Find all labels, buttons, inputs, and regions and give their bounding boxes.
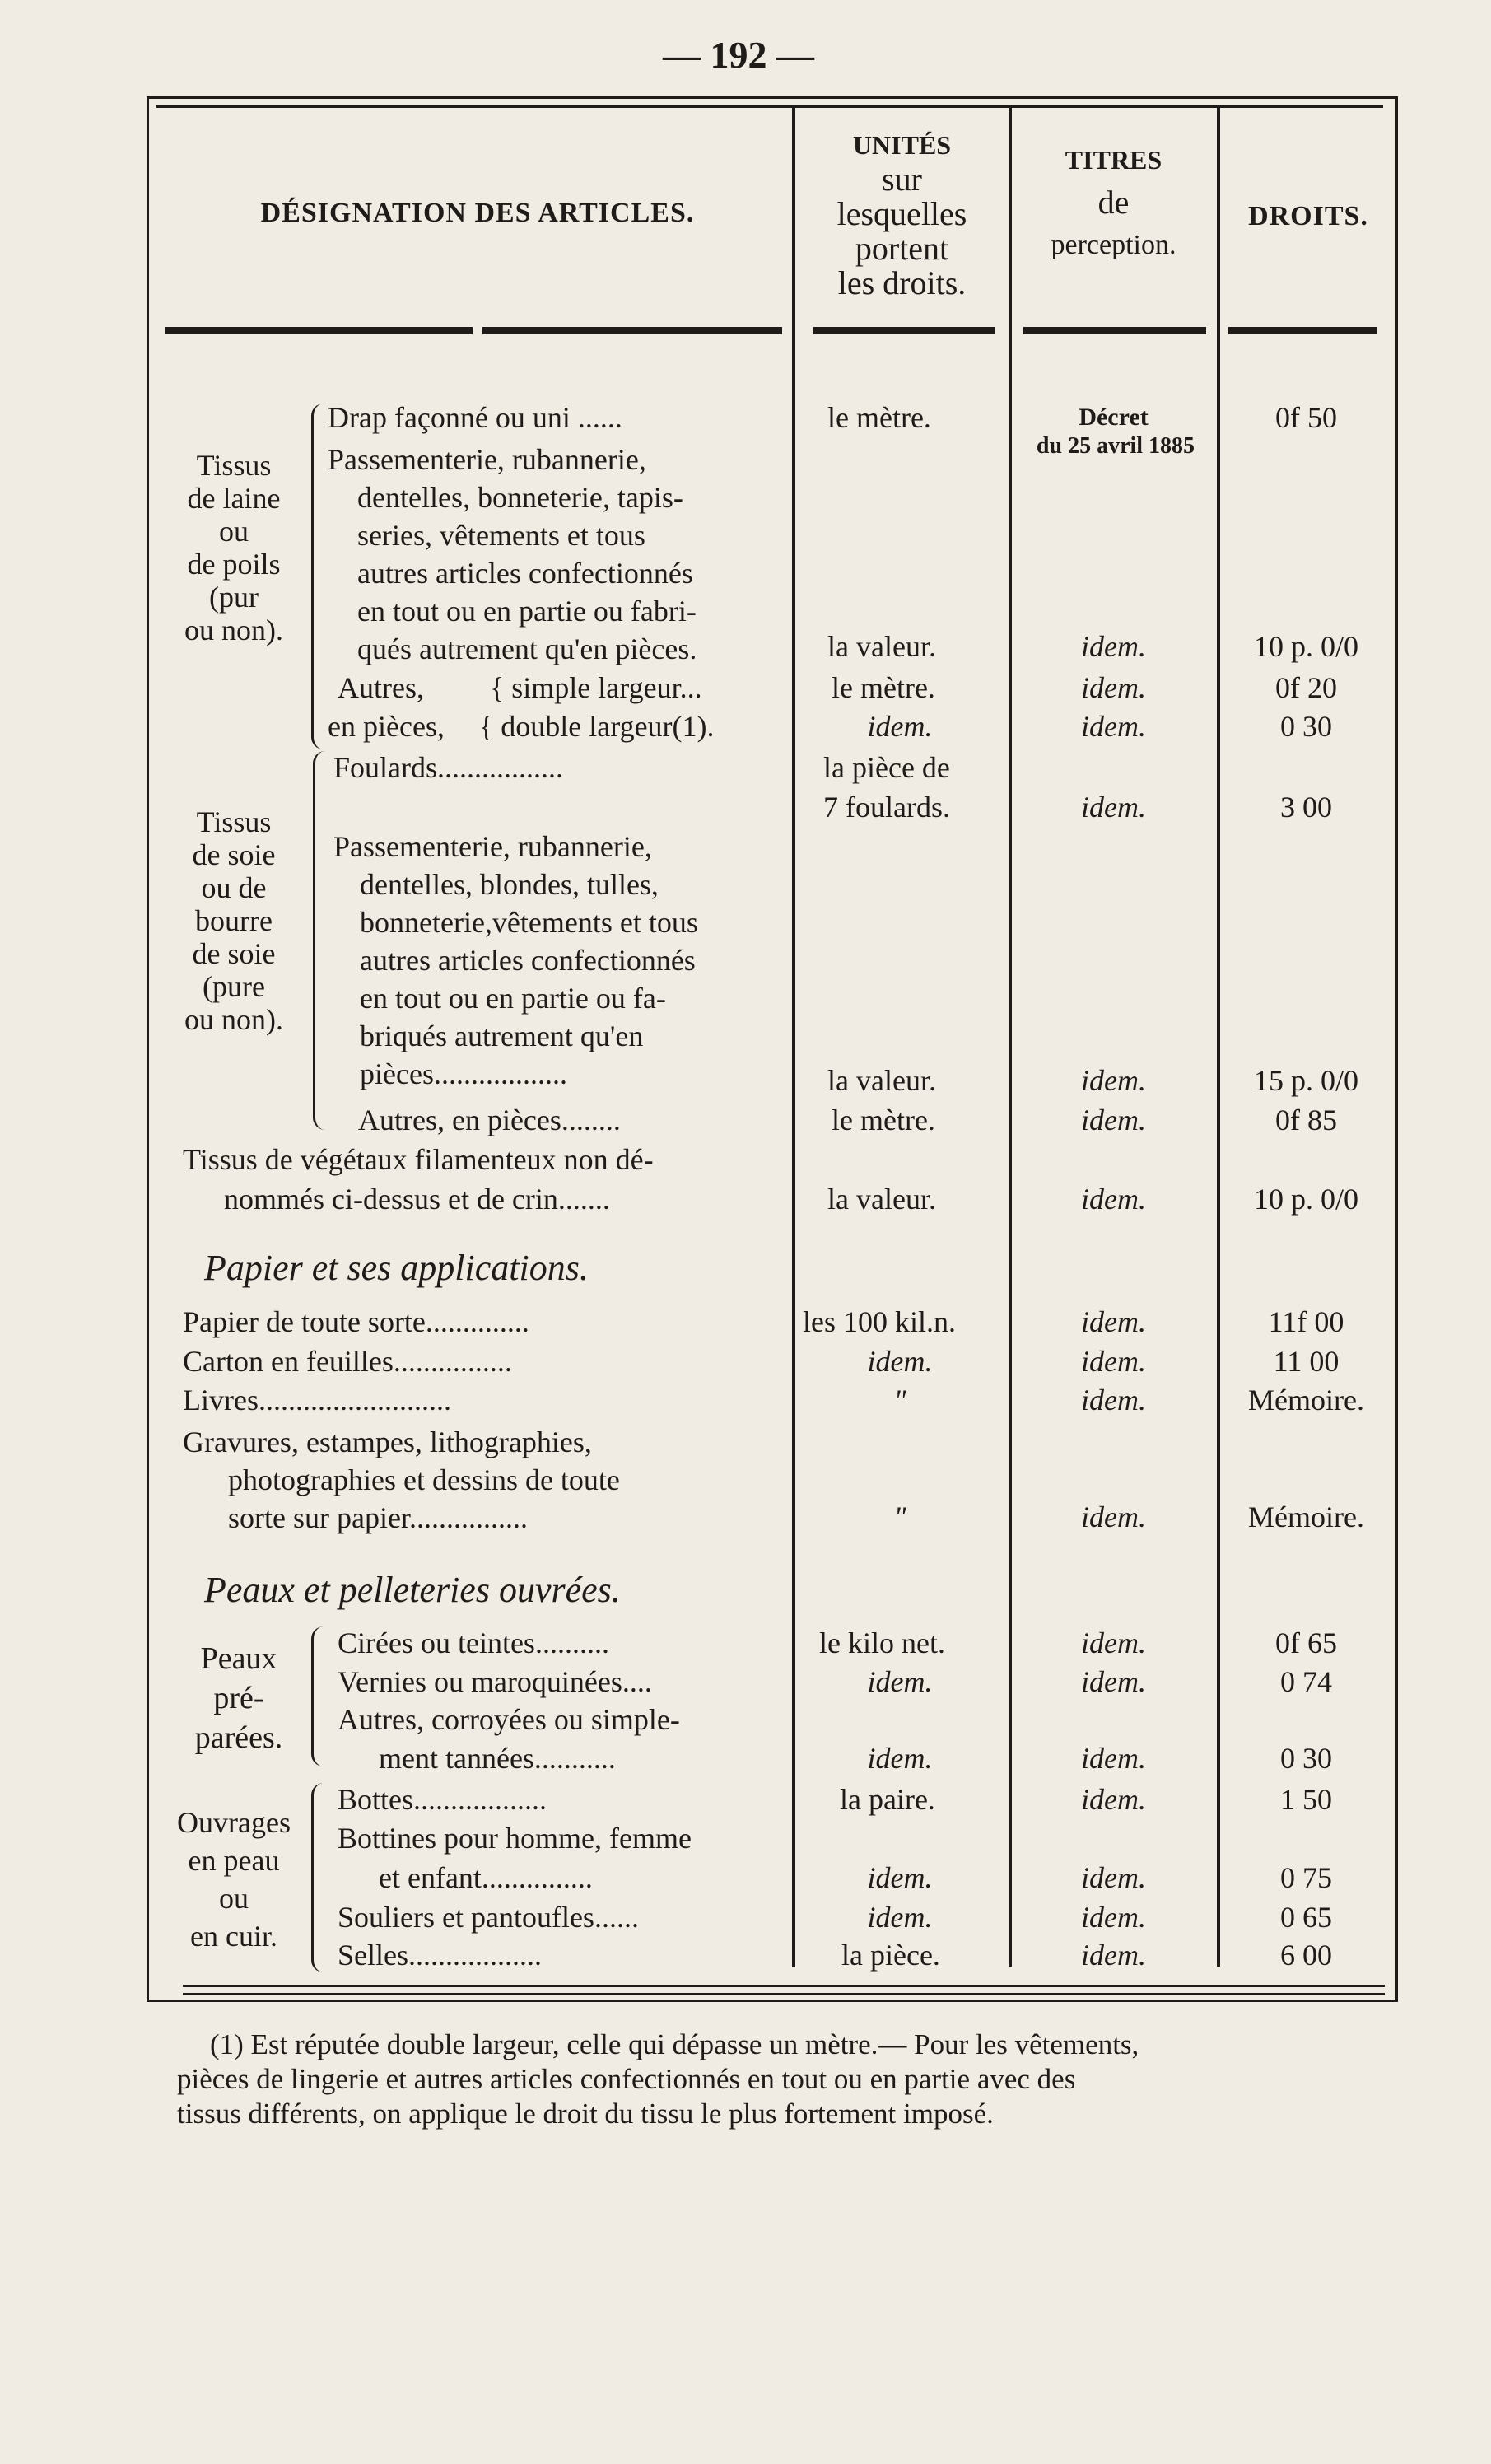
header-unites-4: portent xyxy=(855,230,949,267)
row-14-unit: idem. xyxy=(867,1665,933,1698)
row-17-droit: 0 75 xyxy=(1280,1861,1332,1894)
row-14-titre: idem. xyxy=(1081,1665,1146,1698)
row-2-desc xyxy=(328,441,787,668)
header-unites-3: lesquelles xyxy=(836,195,967,232)
row-5-unit-2: 7 foulards. xyxy=(823,791,950,824)
row-17-desc-1: Bottines pour homme, femme xyxy=(338,1822,692,1855)
row-19-desc: Selles.................. xyxy=(338,1939,542,1972)
row-7-titre: idem. xyxy=(1081,1104,1146,1136)
col-sep-1 xyxy=(792,105,795,1967)
row-8-droit: 10 p. 0/0 xyxy=(1253,1183,1358,1216)
header-titres-2: de xyxy=(1097,184,1130,221)
row-6-desc-line: pièces.................. xyxy=(360,1057,567,1090)
row-10-desc: Carton en feuilles................ xyxy=(183,1345,512,1378)
row-12-droit: Mémoire. xyxy=(1248,1500,1364,1533)
row-6-desc-line: Passementerie, rubannerie, xyxy=(333,830,652,863)
row-9-droit: 11f 00 xyxy=(1268,1305,1344,1338)
row-1-desc: Drap façonné ou uni ...... xyxy=(328,401,622,434)
footnote xyxy=(177,2028,1391,2131)
row-3-droit: 0f 20 xyxy=(1275,671,1337,704)
row-2-desc-line: en tout ou en partie ou fabri- xyxy=(357,595,697,628)
header-unites-5: les droits. xyxy=(837,264,967,301)
row-9-desc: Papier de toute sorte.............. xyxy=(183,1305,529,1338)
header-titres-3: perception. xyxy=(1051,230,1176,260)
header-rule-3 xyxy=(813,327,995,334)
row-17-titre: idem. xyxy=(1081,1861,1146,1894)
row-18-desc: Souliers et pantoufles...... xyxy=(338,1901,639,1934)
row-13-droit: 0f 65 xyxy=(1275,1626,1337,1659)
header-titres-1: TITRES xyxy=(1065,145,1163,175)
row-3-titre: idem. xyxy=(1081,671,1146,704)
row-8-desc-2: nommés ci-dessus et de crin....... xyxy=(224,1183,610,1216)
row-14-droit: 0 74 xyxy=(1280,1665,1332,1698)
header-rule-4 xyxy=(1023,327,1206,334)
group-soie-2: de soie xyxy=(192,838,276,871)
header-designation: DÉSIGNATION DES ARTICLES. xyxy=(260,198,695,228)
group-soie-5: de soie xyxy=(192,937,276,970)
row-18-unit: idem. xyxy=(867,1901,933,1934)
group-ouvrages-2: en peau xyxy=(188,1844,280,1877)
row-4-droit: 0 30 xyxy=(1280,710,1332,743)
row-15-desc-1: Autres, corroyées ou simple- xyxy=(338,1703,680,1736)
header-droits: DROITS. xyxy=(1248,201,1368,231)
row-7-droit: 0f 85 xyxy=(1275,1104,1337,1136)
row-16-unit: la paire. xyxy=(840,1783,935,1816)
table-frame-inner xyxy=(156,105,1383,108)
page-number: — 192 — xyxy=(663,34,814,76)
group-laine xyxy=(165,449,303,646)
row-11-droit: Mémoire. xyxy=(1248,1384,1364,1416)
row-2-desc-line: Passementerie, rubannerie, xyxy=(328,443,646,476)
row-4-titre: idem. xyxy=(1081,710,1146,743)
row-8-desc-1: Tissus de végétaux filamenteux non dé- xyxy=(183,1143,654,1176)
row-5-titre: idem. xyxy=(1081,791,1146,824)
col-sep-3 xyxy=(1217,105,1220,1967)
row-17-desc-2: et enfant............... xyxy=(379,1861,593,1894)
row-17-unit: idem. xyxy=(867,1861,933,1894)
group-soie-4: bourre xyxy=(195,904,273,937)
group-ouvrages xyxy=(165,1804,303,1955)
row-1-titre-2: du 25 avril 1885 xyxy=(1036,433,1195,459)
row-6-desc-line: briqués autrement qu'en xyxy=(360,1020,644,1052)
group-peaux-1: Peaux xyxy=(200,1641,277,1676)
row-12-titre: idem. xyxy=(1081,1500,1146,1533)
row-12-unit: " xyxy=(893,1500,906,1533)
row-5-desc: Foulards................. xyxy=(333,751,563,784)
row-18-titre: idem. xyxy=(1081,1901,1146,1934)
row-8-unit: la valeur. xyxy=(827,1183,936,1216)
row-10-droit: 11 00 xyxy=(1273,1345,1340,1378)
row-2-desc-line: qués autrement qu'en pièces. xyxy=(357,632,697,665)
row-3-unit: le mètre. xyxy=(832,671,935,704)
row-12-desc-line: photographies et dessins de toute xyxy=(228,1463,620,1496)
en-pieces-label: en pièces, xyxy=(328,710,445,743)
table-bottom-rule xyxy=(183,1985,1385,1987)
row-2-desc-line: series, vêtements et tous xyxy=(357,519,645,552)
row-6-desc-line: bonneterie,vêtements et tous xyxy=(360,906,698,939)
group-ouvrages-1: Ouvrages xyxy=(177,1806,291,1839)
header-rule-5 xyxy=(1228,327,1377,334)
row-4-unit: idem. xyxy=(867,710,933,743)
bracket-ouvrages xyxy=(311,1783,324,1972)
row-1-droit: 0f 50 xyxy=(1275,401,1337,434)
row-15-desc-2: ment tannées........... xyxy=(379,1742,616,1775)
autres-label: Autres, xyxy=(338,671,424,704)
header-rule-2 xyxy=(482,327,782,334)
row-5-droit: 3 00 xyxy=(1280,791,1332,824)
row-1-titre-1: Décret xyxy=(1079,404,1149,431)
row-11-titre: idem. xyxy=(1081,1384,1146,1416)
row-4-desc: { double largeur(1). xyxy=(479,710,715,743)
row-11-desc: Livres.......................... xyxy=(183,1384,451,1416)
row-2-desc-line: dentelles, bonneterie, tapis- xyxy=(357,481,683,514)
row-9-unit: les 100 kil.n. xyxy=(803,1305,956,1338)
row-6-desc-line: dentelles, blondes, tulles, xyxy=(360,868,659,901)
bracket-peaux xyxy=(311,1626,324,1766)
row-15-titre: idem. xyxy=(1081,1742,1146,1775)
group-soie-6: (pure xyxy=(203,970,265,1003)
row-15-unit: idem. xyxy=(867,1742,933,1775)
row-15-droit: 0 30 xyxy=(1280,1742,1332,1775)
row-11-unit: " xyxy=(893,1384,906,1416)
group-laine-5: (pur xyxy=(209,581,259,614)
bracket-soie xyxy=(313,751,325,1130)
table-bottom-rule-2 xyxy=(183,1993,1385,1995)
row-13-unit: le kilo net. xyxy=(819,1626,945,1659)
row-5-unit-1: la pièce de xyxy=(823,751,950,784)
row-8-titre: idem. xyxy=(1081,1183,1146,1216)
row-2-titre: idem. xyxy=(1081,630,1146,663)
header-titres xyxy=(1013,138,1214,267)
row-6-titre: idem. xyxy=(1081,1064,1146,1097)
section-papier-title: Papier et ses applications. xyxy=(204,1248,589,1288)
group-laine-6: ou non). xyxy=(184,614,283,646)
row-14-desc: Vernies ou maroquinées.... xyxy=(338,1665,652,1698)
bracket-laine xyxy=(311,404,324,749)
group-soie-7: ou non). xyxy=(184,1003,283,1036)
row-6-desc-line: autres articles confectionnés xyxy=(360,944,696,977)
group-laine-2: de laine xyxy=(187,482,281,515)
group-soie-3: ou de xyxy=(201,871,267,904)
row-7-unit: le mètre. xyxy=(832,1104,935,1136)
row-3-desc: { simple largeur... xyxy=(490,671,702,704)
row-9-titre: idem. xyxy=(1081,1305,1146,1338)
row-2-unit: la valeur. xyxy=(827,630,936,663)
header-rule-1 xyxy=(165,327,473,334)
row-16-desc: Bottes.................. xyxy=(338,1783,547,1816)
row-19-droit: 6 00 xyxy=(1280,1939,1332,1972)
row-2-droit: 10 p. 0/0 xyxy=(1253,630,1358,663)
row-6-unit: la valeur. xyxy=(827,1064,936,1097)
group-laine-1: Tissus xyxy=(196,449,272,482)
group-soie-1: Tissus xyxy=(196,805,272,838)
header-unites-2: sur xyxy=(882,161,922,198)
footnote-line-3: tissus différents, on applique le droit du tissu le plus fortement imposé. xyxy=(177,2098,994,2130)
row-6-desc xyxy=(333,828,790,1093)
header-unites-1: UNITÉS xyxy=(852,130,952,160)
header-unites xyxy=(797,128,1007,301)
footnote-line-2: pièces de lingerie et autres articles confectionnés en tout ou en partie avec des xyxy=(177,2063,1076,2095)
row-16-droit: 1 50 xyxy=(1280,1783,1332,1816)
row-1-unit: le mètre. xyxy=(827,401,931,434)
row-19-titre: idem. xyxy=(1081,1939,1146,1972)
row-6-desc-line: en tout ou en partie ou fa- xyxy=(360,982,666,1015)
row-13-desc: Cirées ou teintes.......... xyxy=(338,1626,609,1659)
section-peaux-title: Peaux et pelleteries ouvrées. xyxy=(204,1570,621,1610)
row-2-desc-line: autres articles confectionnés xyxy=(357,557,693,590)
row-16-titre: idem. xyxy=(1081,1783,1146,1816)
footnote-line-1: (1) Est réputée double largeur, celle qui dépasse un mètre.— Pour les vêtements, xyxy=(210,2028,1139,2060)
row-7-desc: Autres, en pièces........ xyxy=(358,1104,621,1136)
group-laine-4: de poils xyxy=(187,548,281,581)
group-ouvrages-3: ou xyxy=(219,1882,249,1915)
group-ouvrages-4: en cuir. xyxy=(190,1920,277,1953)
row-12-desc-line: Gravures, estampes, lithographies, xyxy=(183,1426,592,1458)
row-18-droit: 0 65 xyxy=(1280,1901,1332,1934)
row-12-desc xyxy=(183,1423,792,1537)
row-10-titre: idem. xyxy=(1081,1345,1146,1378)
group-soie xyxy=(165,805,303,1036)
row-19-unit: la pièce. xyxy=(841,1939,940,1972)
group-laine-3: ou xyxy=(219,515,249,548)
row-10-unit: idem. xyxy=(867,1345,933,1378)
col-sep-2 xyxy=(1009,105,1012,1967)
group-peaux-3: parées. xyxy=(194,1720,283,1755)
group-peaux xyxy=(177,1639,301,1757)
group-peaux-2: pré- xyxy=(213,1681,264,1715)
row-13-titre: idem. xyxy=(1081,1626,1146,1659)
row-6-droit: 15 p. 0/0 xyxy=(1253,1064,1358,1097)
row-12-desc-line: sorte sur papier................ xyxy=(228,1501,528,1534)
